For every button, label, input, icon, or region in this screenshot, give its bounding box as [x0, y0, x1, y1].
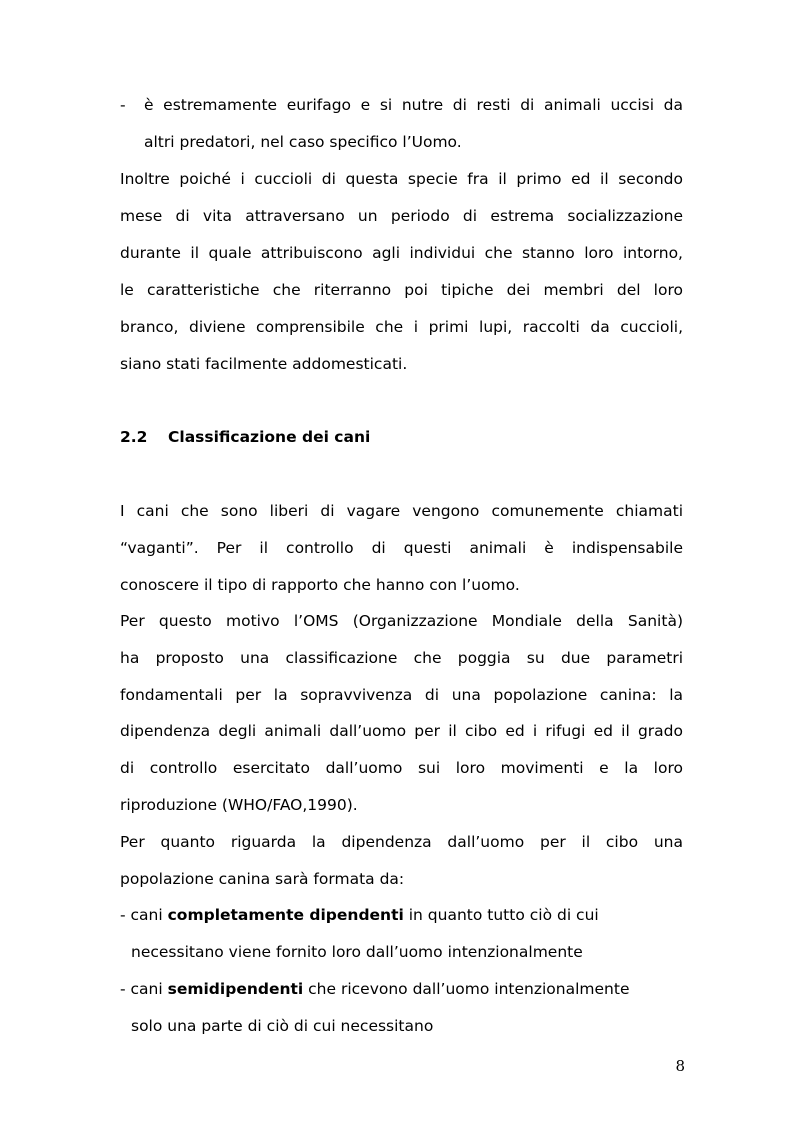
paragraph-line: Per quanto riguarda la dipendenza dall’uomo per il cibo una: [120, 833, 683, 851]
paragraph-line: le caratteristiche che riterranno poi tipiche dei membri del loro: [120, 281, 683, 299]
paragraph-line: durante il quale attribuiscono agli individui che stanno loro intorno,: [120, 244, 683, 262]
paragraph-line: di controllo esercitato dall’uomo sui loro movimenti e la loro: [120, 759, 683, 777]
paragraph-line: I cani che sono liberi di vagare vengono comunemente chiamati: [120, 502, 683, 520]
section-heading: [120, 426, 683, 448]
bullet-line-1: [120, 94, 683, 116]
page-number: 8: [675, 1057, 685, 1075]
paragraph-line: mese di vita attraversano un periodo di estrema socializzazione: [120, 207, 683, 225]
paragraph-line: Per questo motivo l’OMS (Organizzazione Mondiale della Sanità): [120, 612, 683, 630]
list-item-prefix: - cani: [120, 906, 168, 924]
list-item-suffix: che ricevono dall’uomo intenzionalmente: [303, 980, 630, 998]
list-item-prefix: - cani: [120, 980, 168, 998]
list-item-term: semidipendenti: [167, 980, 304, 998]
list-item-continuation: necessitano viene fornito loro dall’uomo intenzionalmente: [131, 943, 583, 961]
paragraph-line: riproduzione (WHO/FAO,1990).: [120, 796, 358, 814]
paragraph-line: conoscere il tipo di rapporto che hanno con l’uomo.: [120, 576, 520, 594]
paragraph-line: ha proposto una classificazione che poggia su due parametri: [120, 649, 683, 667]
list-item-term: completamente dipendenti: [167, 906, 404, 924]
list-item-continuation: solo una parte di ciò di cui necessitano: [131, 1017, 434, 1035]
bullet-line-2: altri predatori, nel caso specifico l’Uomo.: [144, 133, 462, 151]
section-title: Classificazione dei cani: [168, 428, 371, 446]
paragraph-line: branco, diviene comprensibile che i primi lupi, raccolti da cuccioli,: [120, 318, 683, 336]
paragraph-line: “vaganti”. Per il controllo di questi animali è indispensabile: [120, 539, 683, 557]
paragraph-line: Inoltre poiché i cuccioli di questa specie fra il primo ed il secondo: [120, 170, 683, 188]
paragraph-line: dipendenza degli animali dall’uomo per il cibo ed i rifugi ed il grado: [120, 722, 683, 740]
section-number: 2.2: [120, 428, 148, 446]
paragraph-line: fondamentali per la sopravvivenza di una popolazione canina: la: [120, 686, 683, 704]
paragraph-line: siano stati facilmente addomesticati.: [120, 355, 408, 373]
paragraph-line: popolazione canina sarà formata da:: [120, 870, 405, 888]
bullet-dash: -: [120, 96, 126, 114]
list-item: [120, 904, 683, 926]
list-item-suffix: in quanto tutto ciò di cui: [403, 906, 599, 924]
list-item: [120, 978, 683, 1000]
bullet-text: è estremamente eurifago e si nutre di resti di animali uccisi da: [144, 96, 683, 114]
